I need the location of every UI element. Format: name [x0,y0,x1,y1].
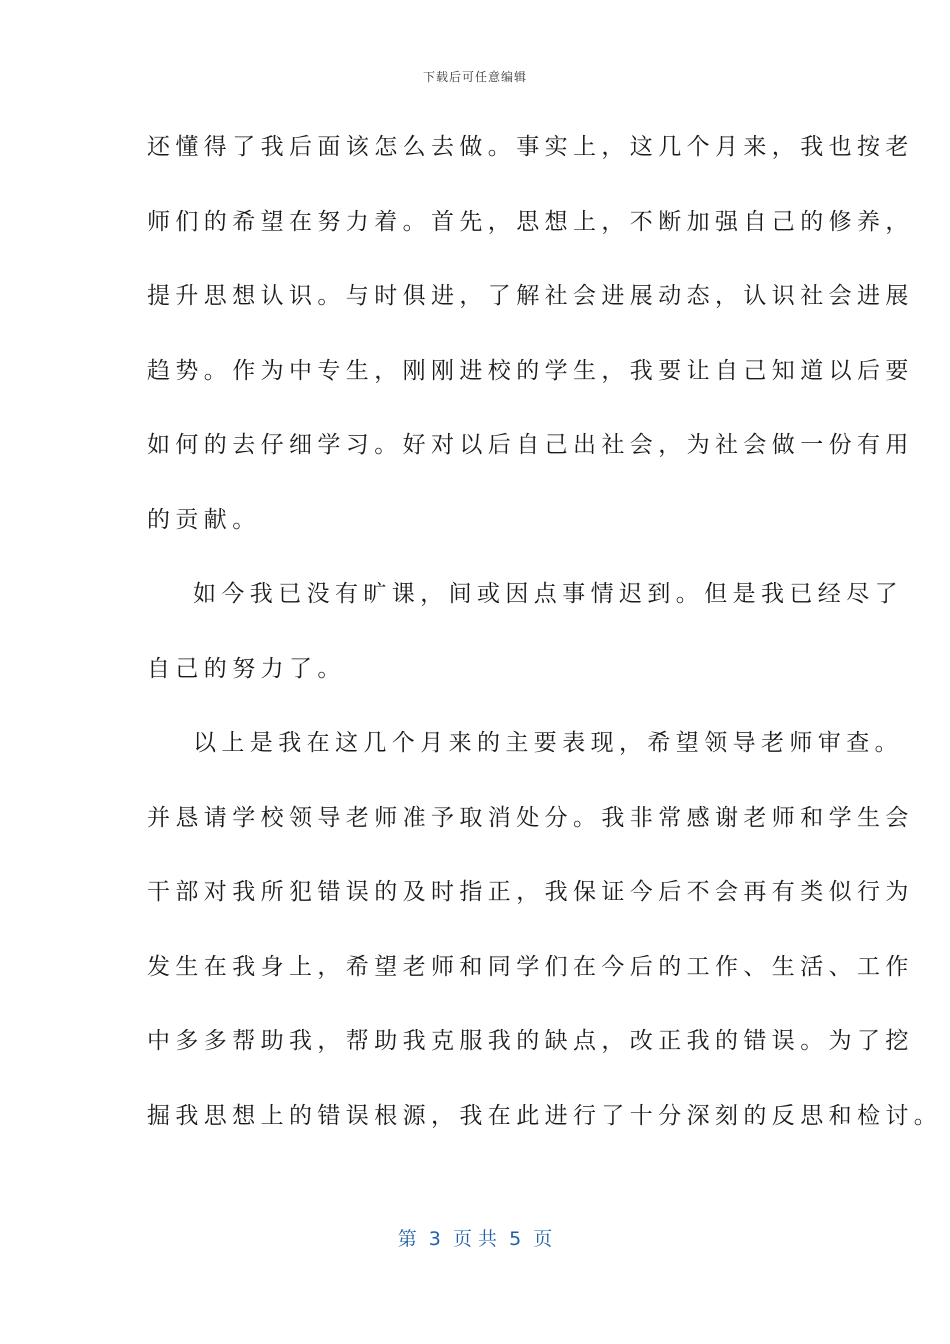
paragraph-line: 并恳请学校领导老师准予取消处分。我非常感谢老师和学生会 [147,804,914,831]
paragraph-line: 还懂得了我后面该怎么去做。事实上，这几个月来，我也按老 [147,134,914,160]
paragraph-line: 以上是我在这几个月来的主要表现，希望领导老师审查。 [193,730,903,756]
paragraph-line: 自己的努力了。 [147,655,346,682]
paragraph-line: 发生在我身上，希望老师和同学们在今后的工作、生活、工作 [147,953,914,980]
document-body [147,124,943,1167]
paragraph-line: 师们的希望在努力着。首先，思想上，不断加强自己的修养， [147,208,914,235]
paragraph-line: 掘我思想上的错误根源，我在此进行了十分深刻的反思和检讨。 [147,1102,943,1129]
paragraph-line: 中多多帮助我，帮助我克服我的缺点，改正我的错误。为了挖 [147,1028,914,1054]
paragraph-line: 提升思想认识。与时俱进，了解社会进展动态，认识社会进展 [147,283,914,309]
paragraph-line: 干部对我所犯错误的及时指正，我保证今后不会再有类似行为 [147,879,914,905]
paragraph-line: 的贡献。 [147,506,261,533]
paragraph-line: 如今我已没有旷课，间或因点事情迟到。但是我已经尽了 [193,581,903,607]
page-number-footer: 第 3 页 共 5 页 [397,1228,553,1250]
page-header: 下载后可任意编辑 [422,70,527,84]
paragraph-line: 趋势。作为中专生，刚刚进校的学生，我要让自己知道以后要 [147,357,914,384]
paragraph-line: 如何的去仔细学习。好对以后自己出社会，为社会做一份有用 [147,432,914,458]
